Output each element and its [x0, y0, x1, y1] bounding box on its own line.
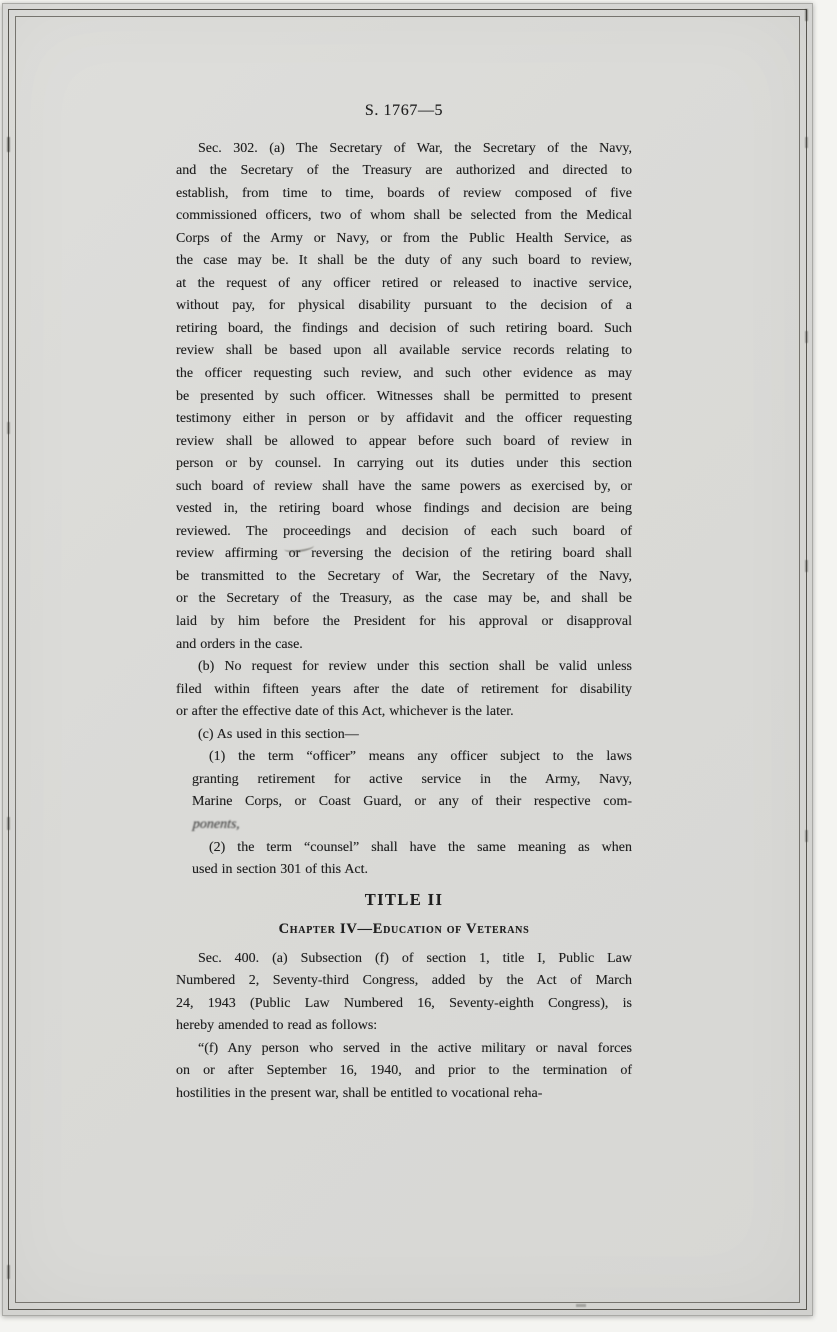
text-column: [176, 100, 632, 1106]
text-line: and orders in the case.: [176, 636, 303, 652]
scan-artifact: [7, 1265, 10, 1279]
scan-artifact: [7, 817, 10, 830]
text-line: Sec. 302. (a) The Secretary of War, the Secretary of the Navy,: [198, 140, 632, 156]
scan-artifact: [805, 137, 808, 148]
scan-artifact: [805, 9, 808, 21]
text-line: Sec. 400. (a) Subsection (f) of section 1, title I, Public Law: [198, 950, 632, 966]
text-line: Numbered 2, Seventy-third Congress, added by the Act of March: [176, 973, 632, 989]
scan-artifact: [576, 1304, 586, 1307]
text-line: person or by counsel. In carrying out its duties under this section: [176, 456, 632, 472]
text-line: (1) the term “officer” means any officer subject to the laws: [209, 749, 632, 765]
body-text: [176, 138, 632, 1106]
text-line: review affirming or reversing the decision of the retiring board shall: [176, 546, 632, 562]
document-page: [2, 3, 813, 1316]
text-line: or the Secretary of the Treasury, as the case may be, and shall be: [176, 591, 632, 607]
text-line: used in section 301 of this Act.: [192, 862, 369, 878]
text-line: 24, 1943 (Public Law Numbered 16, Seventy-eighth Congress), is: [176, 995, 632, 1011]
text-line: laid by him before the President for his approval or disapproval: [176, 614, 632, 630]
text-line: the case may be. It shall be the duty of any such board to review,: [176, 253, 632, 269]
text-line: commissioned officers, two of whom shall be selected from the Medical: [176, 208, 632, 224]
text-line: filed within fifteen years after the date of retirement for disability: [176, 681, 632, 697]
scan-artifact: [7, 422, 10, 434]
text-line: Marine Corps, or Coast Guard, or any of their respective com-: [192, 794, 632, 810]
text-line: review shall be allowed to appear before such board of review in: [176, 433, 632, 449]
text-line: at the request of any officer retired or released to inactive service,: [176, 275, 632, 291]
text-line: (2) the term “counsel” shall have the same meaning as when: [209, 839, 632, 855]
text-line: establish, from time to time, boards of review composed of five: [176, 185, 632, 201]
text-line: the officer requesting such review, and such other evidence as may: [176, 366, 632, 382]
text-line: without pay, for physical disability pursuant to the decision of a: [176, 298, 632, 314]
text-line: hostilities in the present war, shall be entitled to vocational reha-: [176, 1085, 543, 1101]
text-line: (c) As used in this section—: [198, 726, 359, 742]
text-line: on or after September 16, 1940, and prior to the termination of: [176, 1063, 632, 1079]
scan-artifact: [7, 137, 10, 152]
text-line: such board of review shall have the same powers as exercised by, or: [176, 478, 632, 494]
text-line: testimony either in person or by affidavit and the officer requesting: [176, 411, 632, 427]
scan-artifact: [805, 560, 808, 572]
chapter-heading: Chapter IV—Education of Veterans: [278, 921, 530, 938]
text-line: hereby amended to read as follows:: [176, 1018, 378, 1034]
text-line: reviewed. The proceedings and decision of each such board of: [176, 523, 632, 539]
text-line: or after the effective date of this Act, whichever is the later.: [176, 704, 514, 720]
text-line: be transmitted to the Secretary of War, the Secretary of the Navy,: [176, 568, 632, 584]
text-line: retiring board, the findings and decision of such retiring board. Such: [176, 320, 632, 336]
text-line: and the Secretary of the Treasury are authorized and directed to: [176, 163, 632, 179]
scan-artifact: [805, 331, 808, 343]
document-number: S. 1767—5: [364, 102, 444, 119]
text-line: Corps of the Army or Navy, or from the Public Health Service, as: [176, 230, 632, 246]
text-line: ponents,: [192, 816, 241, 832]
text-line: vested in, the retiring board whose findings and decision are being: [176, 501, 632, 517]
text-line: “(f) Any person who served in the active military or naval forces: [198, 1040, 632, 1056]
scan-artifact: [805, 830, 808, 842]
text-line: be presented by such officer. Witnesses shall be permitted to present: [176, 388, 632, 404]
text-line: (b) No request for review under this section shall be valid unless: [198, 659, 632, 675]
text-line: review shall be based upon all available service records relating to: [176, 343, 632, 359]
text-line: granting retirement for active service in the Army, Navy,: [192, 771, 632, 787]
title-heading: TITLE II: [364, 889, 444, 909]
